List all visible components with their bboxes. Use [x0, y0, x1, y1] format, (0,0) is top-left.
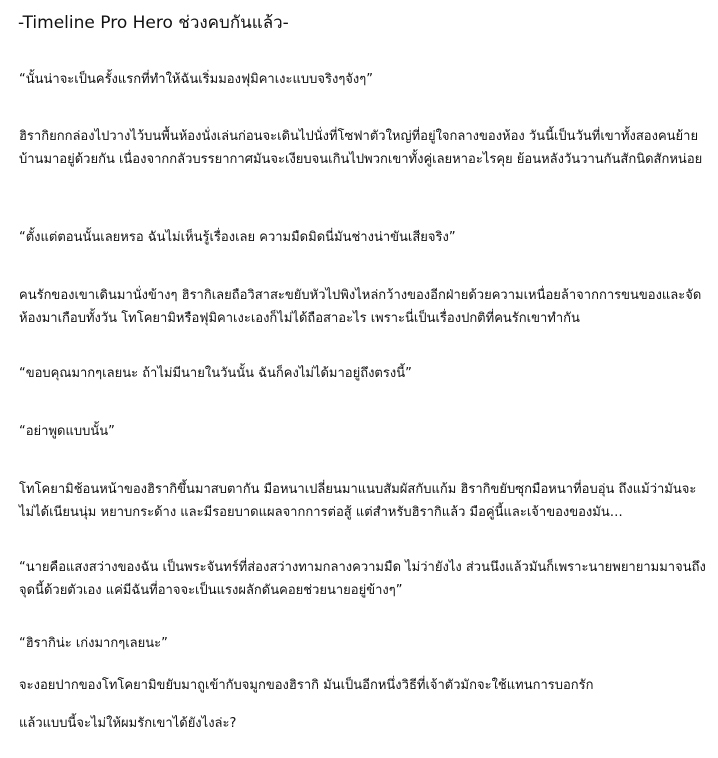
paragraph-7: โทโคยามิช้อนหน้าของฮิรากิขึ้นมาสบตากัน มือหนาเปลี่ยนมาแนบสัมผัสกับแก้ม ฮิรากิขยับซุกมือหนาที่อบอุ่น ถึงแม้ว่ามันจะไม่ได้เนียนนุ่ม หยาบกระด้าง และมีรอยบาดแผลจากการต่อสู้ แต่สำหรับฮิรากิแล้ว มือคู่นี้และเจ้าของของมัน…: [19, 482, 697, 520]
paragraph-1: “นั้นน่าจะเป็นครั้งแรกที่ทำให้ฉันเริ่มมองฟุมิคาเงะแบบจริงๆจังๆ”: [19, 72, 373, 87]
paragraph-11: แล้วแบบนี้จะไม่ให้ผมรักเขาได้ยังไงล่ะ?: [19, 716, 237, 731]
paragraph-3: “ตั้งแต่ตอนนั้นเลยหรอ ฉันไม่เห็นรู้เรื่องเลย ความมืดมิดนี่มันช่างน่าขันเสียจริง”: [19, 230, 456, 245]
paragraph-8: “นายคือแสงสว่างของฉัน เป็นพระจันทร์ที่ส่องสว่างทามกลางความมืด ไม่ว่ายังไง ส่วนนึงแล้วมันก็เพราะนายพยายามมาจนถึงจุดนี้ด้วยตัวเอง แค่มีฉันที่อาจจะเป็นแรงผลักดันคอยช่วยนายอยู่ข้างๆ”: [19, 560, 706, 598]
paragraph-5: “ขอบคุณมากๆเลยนะ ถ้าไม่มีนายในวันนั้น ฉันก็คงไม่ได้มาอยู่ถึงตรงนี้”: [19, 366, 412, 381]
document-title: -Timeline Pro Hero ช่วงคบกันแล้ว-: [18, 13, 289, 33]
paragraph-6: “อย่าพูดแบบนั้น”: [19, 424, 115, 439]
paragraph-4: คนรักของเขาเดินมานั่งข้างๆ ฮิรากิเลยถือวิสาสะขยับหัวไปพิงไหล่กว้างของอีกฝ่ายด้วยความเหนื่อยล้าจากการขนของและจัดห้องมาเกือบทั้งวัน โทโคยามิหรือฟุมิคาเงะเองก็ไม่ได้ถือสาอะไร เพราะนี่เป็นเรื่องปกติที่คนรักเขาทำกัน: [19, 288, 702, 326]
paragraph-9: “ฮิรากิน่ะ เก่งมากๆเลยนะ”: [19, 636, 168, 651]
paragraph-10: จะงอยปากของโทโคยามิขยับมาถูเข้ากับจมูกของฮิรากิ มันเป็นอีกหนึ่งวิธีที่เจ้าตัวมักจะใช้แทนการบอกรัก: [19, 678, 594, 693]
paragraph-2: ฮิรากิยกกล่องไปวางไว้บนพื้นห้องนั่งเล่นก่อนจะเดินไปนั่งที่โซฟาตัวใหญ่ที่อยู่ใจกลางของห้อง วันนี้เป็นวันที่เขาทั้งสองคนย้ายบ้านมาอยู่ด้วยกัน เนื่องจากกลัวบรรยากาศมันจะเงียบจนเกินไปพวกเขาทั้งคู่เลยหาอะไรคุย ย้อนหลังวันวานกันสักนิดสักหน่อย: [19, 129, 703, 167]
